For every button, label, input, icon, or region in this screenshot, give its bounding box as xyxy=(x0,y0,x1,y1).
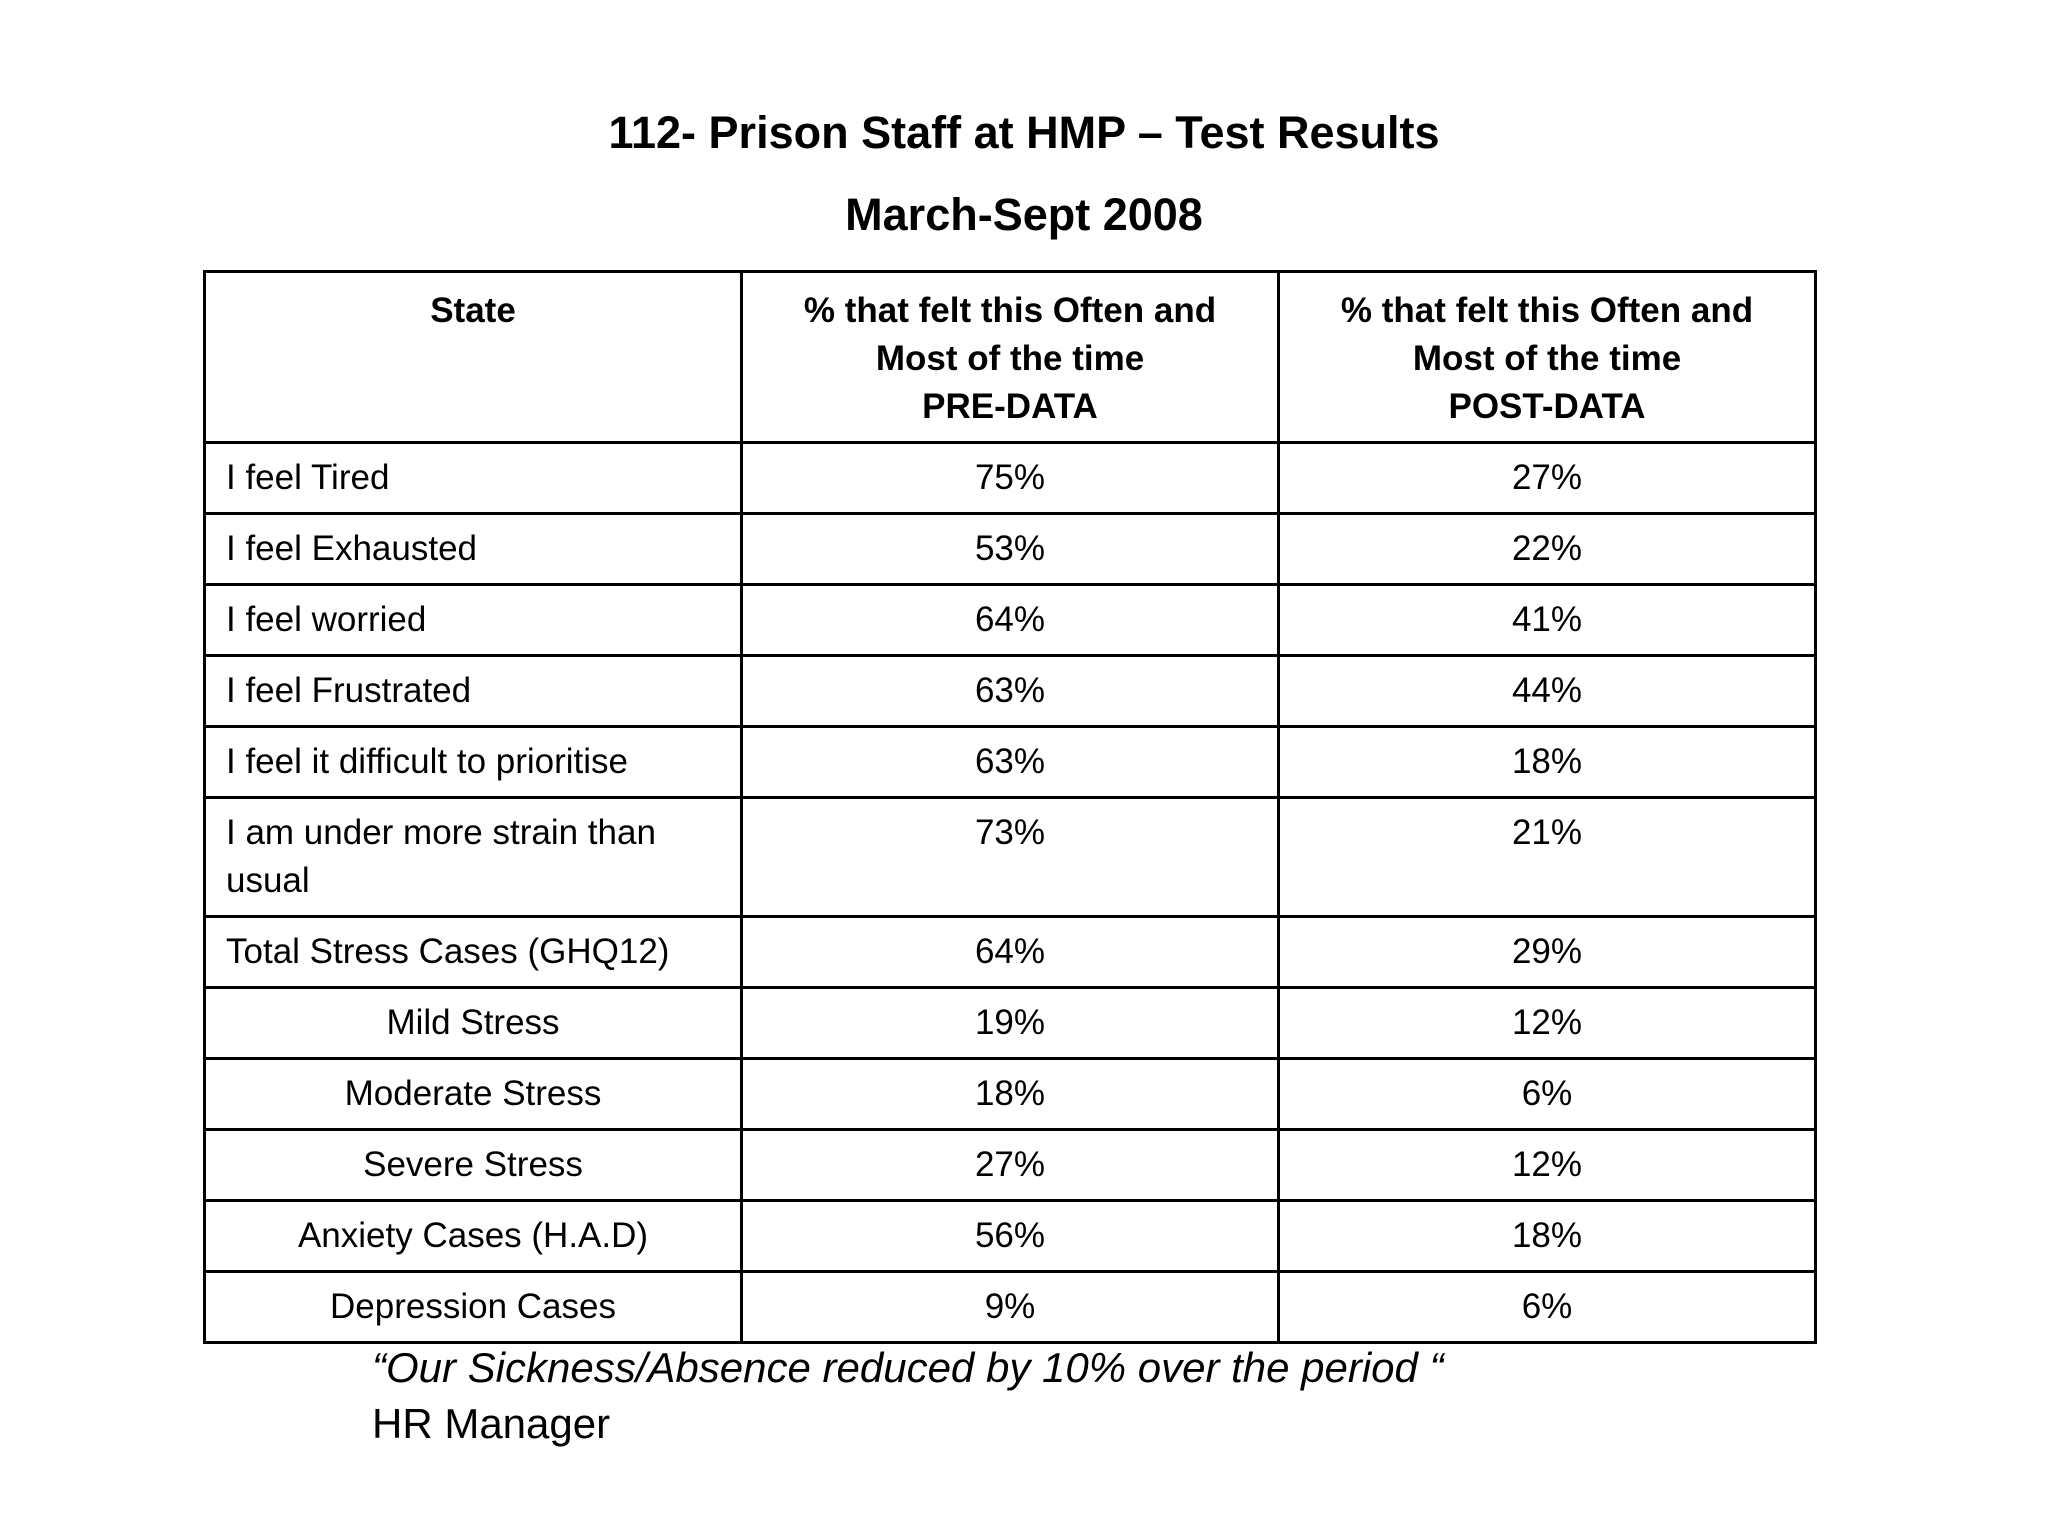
state-cell: Moderate Stress xyxy=(205,1059,742,1130)
header-post-data xyxy=(1279,272,1816,443)
table-row xyxy=(205,1059,1816,1130)
header-pre-line: PRE-DATA xyxy=(922,387,1098,426)
state-cell: Severe Stress xyxy=(205,1130,742,1201)
pre-value-cell: 64% xyxy=(742,917,1279,988)
table-row xyxy=(205,1130,1816,1201)
header-state xyxy=(205,272,742,443)
table-row xyxy=(205,656,1816,727)
state-cell: I feel it difficult to prioritise xyxy=(205,727,742,798)
post-value-cell: 12% xyxy=(1279,988,1816,1059)
post-value-cell: 27% xyxy=(1279,443,1816,514)
state-cell: I feel Frustrated xyxy=(205,656,742,727)
testimonial-quote: “Our Sickness/Absence reduced by 10% over the period “ xyxy=(372,1344,1444,1391)
state-cell: Total Stress Cases (GHQ12) xyxy=(205,917,742,988)
post-value-cell: 21% xyxy=(1279,798,1816,917)
post-value-cell: 12% xyxy=(1279,1130,1816,1201)
table-header-row xyxy=(205,272,1816,443)
table-row xyxy=(205,443,1816,514)
post-value-cell: 6% xyxy=(1279,1272,1816,1343)
quote-attribution: HR Manager xyxy=(372,1400,611,1447)
state-cell: I am under more strain than usual xyxy=(205,798,742,917)
pre-value-cell: 64% xyxy=(742,585,1279,656)
table-row xyxy=(205,514,1816,585)
pre-value-cell: 18% xyxy=(742,1059,1279,1130)
table-row xyxy=(205,798,1816,917)
state-cell: Mild Stress xyxy=(205,988,742,1059)
post-value-cell: 29% xyxy=(1279,917,1816,988)
state-cell: I feel Tired xyxy=(205,443,742,514)
table-row xyxy=(205,585,1816,656)
pre-value-cell: 9% xyxy=(742,1272,1279,1343)
pre-value-cell: 19% xyxy=(742,988,1279,1059)
table-row xyxy=(205,1201,1816,1272)
page-subtitle: March-Sept 2008 xyxy=(845,189,1203,240)
table-row xyxy=(205,917,1816,988)
state-cell: Anxiety Cases (H.A.D) xyxy=(205,1201,742,1272)
post-value-cell: 22% xyxy=(1279,514,1816,585)
page-title: 112- Prison Staff at HMP – Test Results xyxy=(608,107,1440,158)
header-post-line: % that felt this Often and xyxy=(1340,291,1754,330)
pre-value-cell: 63% xyxy=(742,727,1279,798)
results-table xyxy=(203,270,1817,1344)
pre-value-cell: 53% xyxy=(742,514,1279,585)
header-state-label: State xyxy=(430,291,516,330)
pre-value-cell: 75% xyxy=(742,443,1279,514)
post-value-cell: 41% xyxy=(1279,585,1816,656)
header-pre-data xyxy=(742,272,1279,443)
header-pre-line: Most of the time xyxy=(875,339,1145,378)
post-value-cell: 18% xyxy=(1279,1201,1816,1272)
post-value-cell: 44% xyxy=(1279,656,1816,727)
post-value-cell: 18% xyxy=(1279,727,1816,798)
table-row xyxy=(205,1272,1816,1343)
state-cell: I feel worried xyxy=(205,585,742,656)
header-pre-line: % that felt this Often and xyxy=(803,291,1217,330)
state-cell: I feel Exhausted xyxy=(205,514,742,585)
post-value-cell: 6% xyxy=(1279,1059,1816,1130)
table-row xyxy=(205,727,1816,798)
pre-value-cell: 63% xyxy=(742,656,1279,727)
table-row xyxy=(205,988,1816,1059)
header-post-line: POST-DATA xyxy=(1448,387,1646,426)
header-post-line: Most of the time xyxy=(1412,339,1682,378)
state-cell: Depression Cases xyxy=(205,1272,742,1343)
pre-value-cell: 73% xyxy=(742,798,1279,917)
pre-value-cell: 27% xyxy=(742,1130,1279,1201)
pre-value-cell: 56% xyxy=(742,1201,1279,1272)
